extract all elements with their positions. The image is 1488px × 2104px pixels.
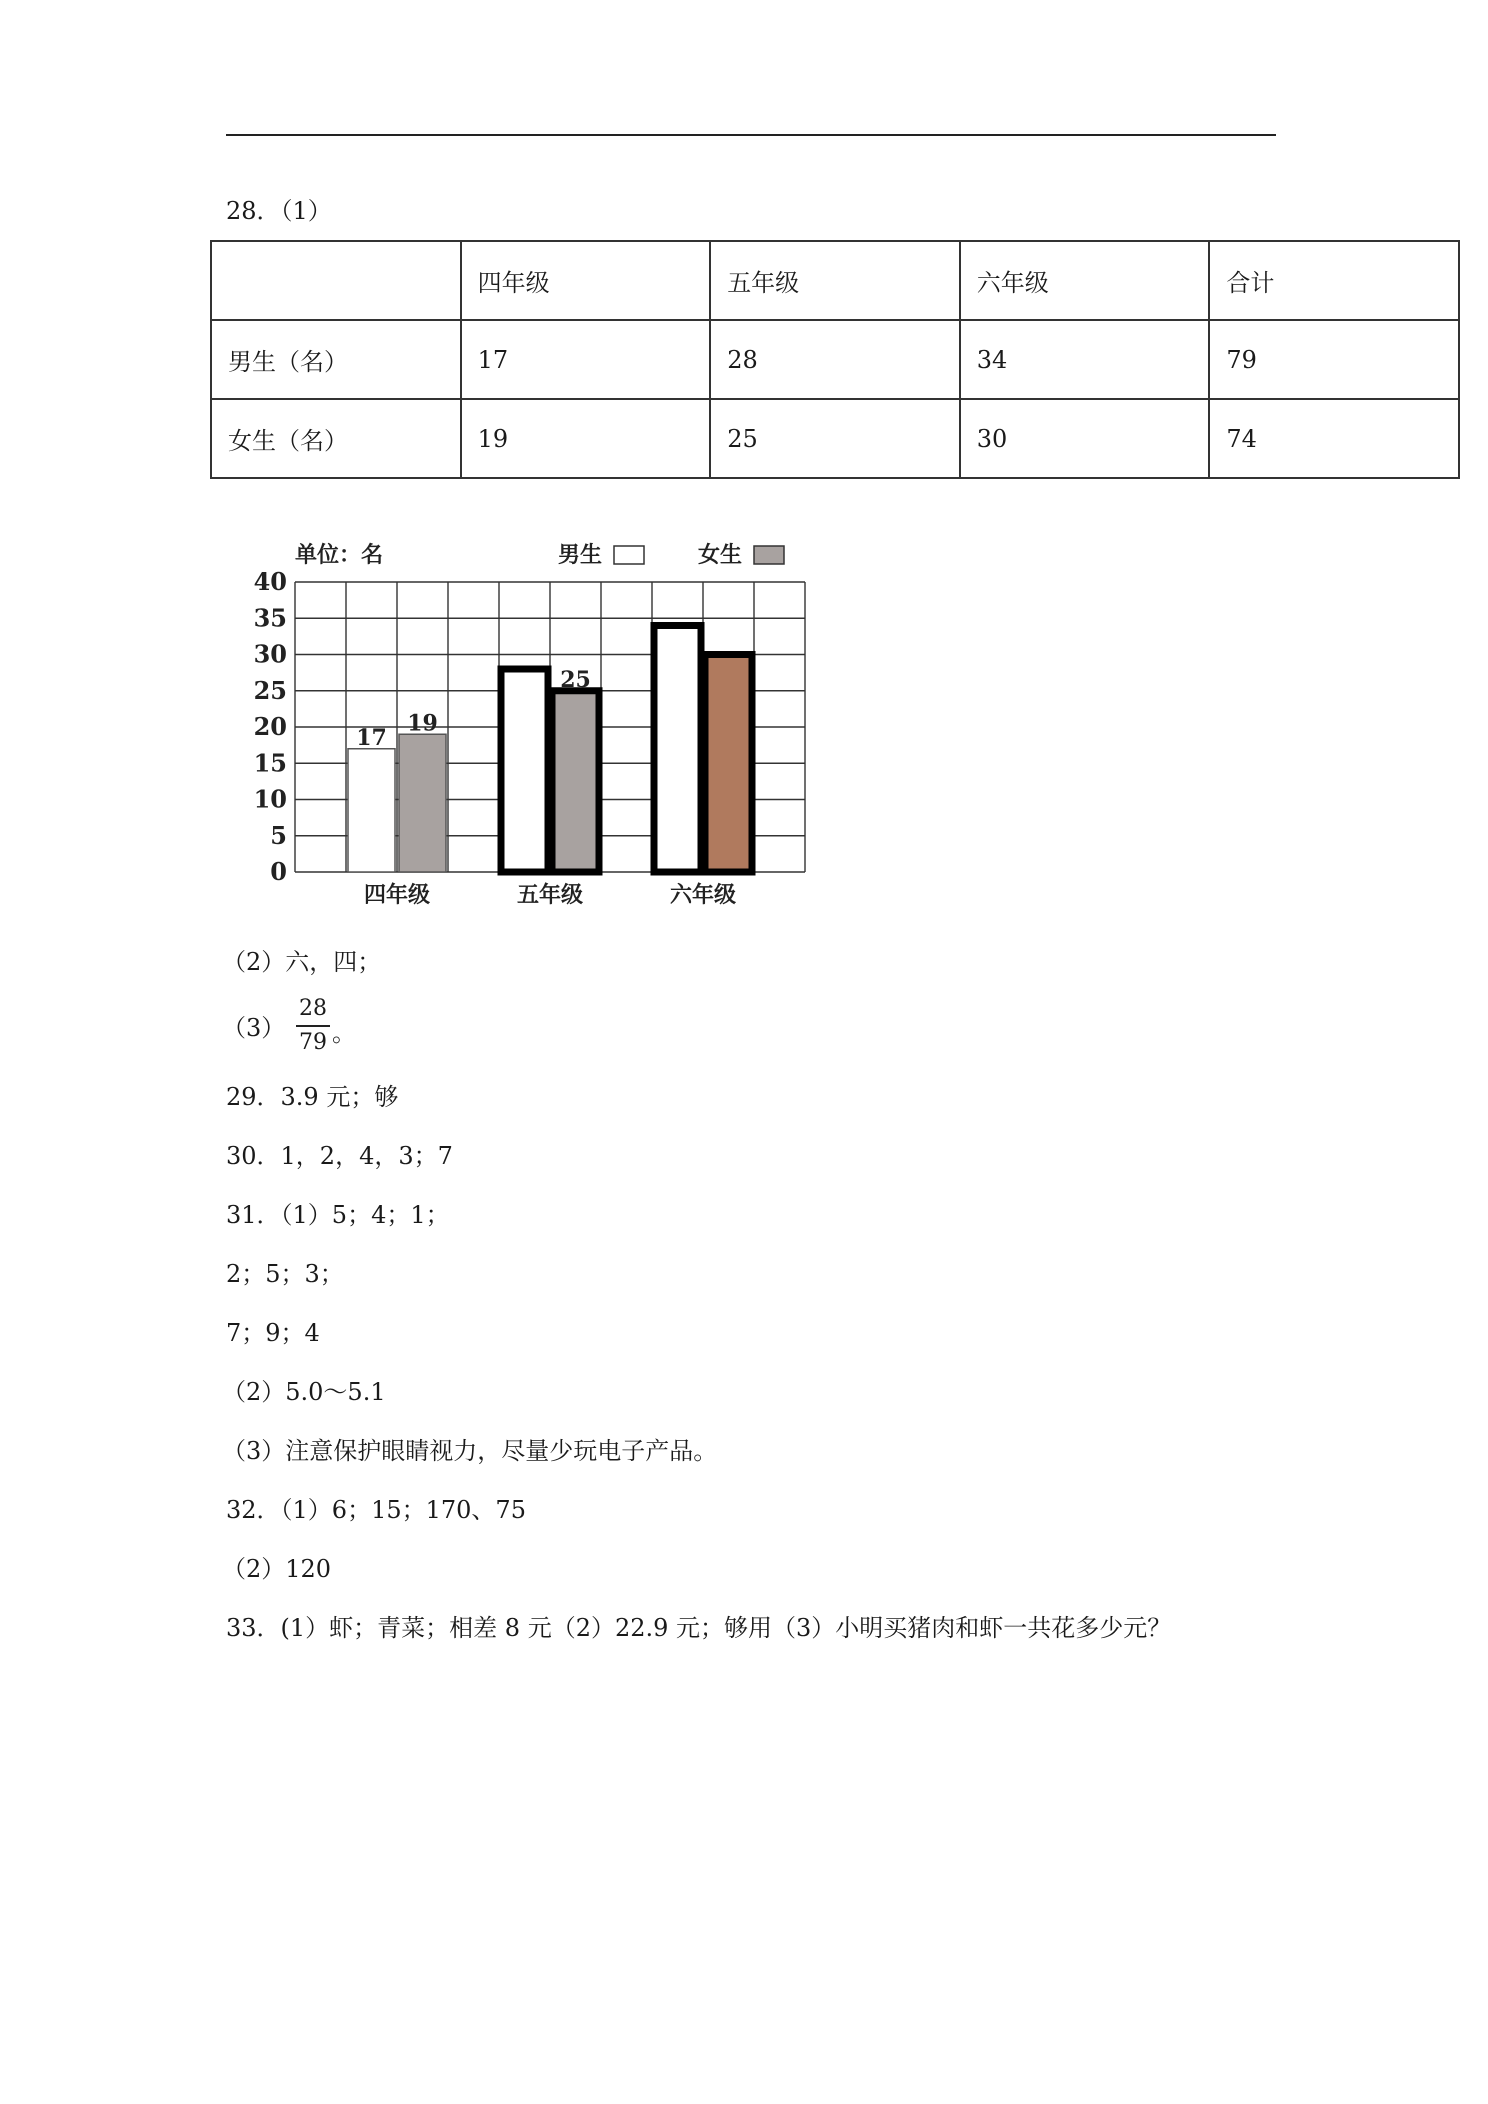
x-tick-label: 六年级	[669, 882, 737, 908]
answer-line: 33．(1）虾；青菜；相差 8 元（2）22.9 元；够用（3）小明买猪肉和虾一共花多少元？	[226, 1614, 1172, 1642]
y-tick-label: 15	[253, 748, 287, 778]
data-label: 17	[356, 724, 387, 751]
bar	[552, 691, 599, 872]
answer-line: 32．（1）6；15；170、75	[226, 1496, 526, 1524]
grade-gender-table	[210, 240, 1460, 479]
legend-label: 男生	[558, 542, 603, 568]
q28-part2: （2）六，四；	[222, 948, 382, 976]
answer-line: 31．（1）5；4；1；	[226, 1201, 450, 1229]
data-label: 19	[407, 710, 438, 737]
table-cell: 34	[960, 320, 1210, 399]
y-tick-label: 25	[253, 675, 287, 705]
x-tick-label: 四年级	[363, 882, 431, 908]
y-tick-label: 20	[253, 712, 287, 741]
y-tick-label: 30	[253, 639, 287, 669]
table-cell: 30	[960, 399, 1210, 478]
table-cell: 19	[461, 399, 711, 478]
table-cell: 女生（名）	[211, 399, 461, 478]
table-cell: 25	[710, 399, 960, 478]
answer-line: 30．1，2，4，3；7	[226, 1142, 453, 1170]
table-header-cell: 六年级	[960, 241, 1210, 320]
fraction-denominator: 79	[299, 1030, 327, 1055]
bar	[501, 669, 548, 872]
table-cell: 79	[1209, 320, 1459, 399]
legend-swatch	[754, 546, 784, 564]
y-tick-label: 0	[270, 857, 287, 886]
table-header-cell: 四年级	[461, 241, 711, 320]
answer-line: 7；9；4	[226, 1319, 320, 1347]
table-row	[211, 320, 1459, 399]
answer-line: （2）120	[222, 1555, 332, 1583]
q28-part3-suffix: 。	[332, 1019, 356, 1047]
header-rule	[226, 134, 1276, 136]
y-tick-label: 10	[253, 784, 287, 814]
answer-line: 2；5；3；	[226, 1260, 344, 1288]
answer-line: 29．3.9 元；够	[226, 1083, 399, 1111]
table-cell: 74	[1209, 399, 1459, 478]
bar	[348, 749, 395, 872]
table-cell: 男生（名）	[211, 320, 461, 399]
answer-line: （3）注意保护眼睛视力，尽量少玩电子产品。	[222, 1437, 718, 1465]
table-cell: 17	[461, 320, 711, 399]
bar	[399, 734, 446, 872]
legend-label: 女生	[698, 542, 743, 568]
table-header-cell: 五年级	[710, 241, 960, 320]
fraction-bar	[296, 1025, 330, 1027]
unit-label: 单位：名	[295, 542, 384, 568]
q28-label: 28．（1）	[226, 197, 332, 225]
bar-chart	[240, 542, 820, 912]
y-tick-label: 5	[270, 820, 287, 850]
y-tick-label: 35	[253, 603, 287, 633]
fraction	[296, 996, 330, 1056]
table-header-cell	[211, 241, 461, 320]
legend-swatch	[614, 546, 644, 564]
fraction-numerator: 28	[299, 996, 327, 1021]
table-cell: 28	[710, 320, 960, 399]
table-header-row	[211, 241, 1459, 320]
answer-line: （2）5.0～5.1	[222, 1378, 386, 1406]
bar	[654, 626, 701, 873]
q28-part3-prefix: （3）	[222, 1014, 286, 1042]
bar	[705, 655, 752, 873]
bar-chart-svg	[240, 542, 820, 912]
x-tick-label: 五年级	[516, 882, 584, 908]
table-header-cell: 合计	[1209, 241, 1459, 320]
table-row	[211, 399, 1459, 478]
data-label: 25	[560, 666, 591, 693]
y-tick-label: 40	[253, 567, 287, 596]
